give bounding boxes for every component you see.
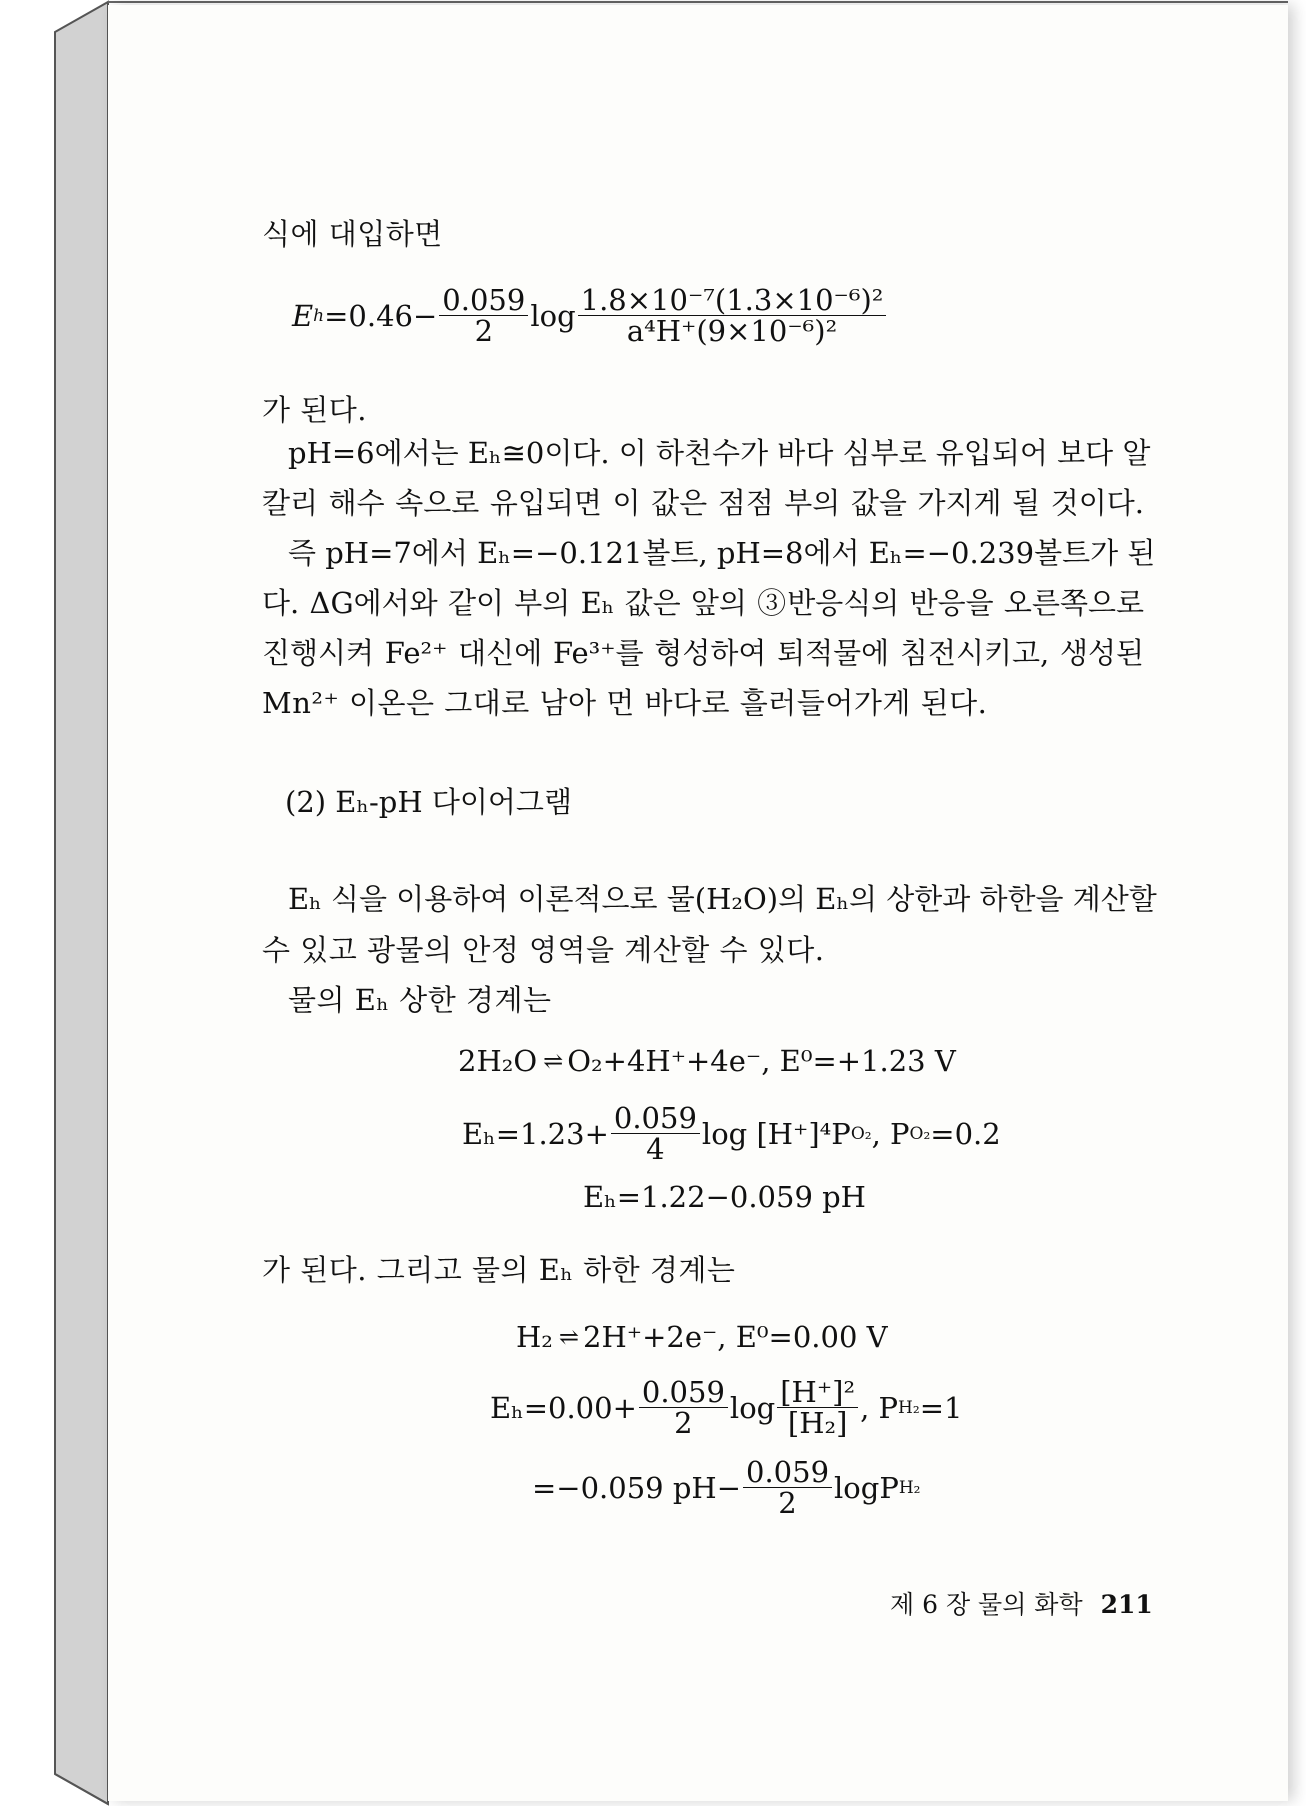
equation-2: [458, 1044, 956, 1078]
eq6-num: 0.059: [639, 1377, 728, 1408]
paragraph-7: 가 된다. 그리고 물의 Eₕ 하한 경계는: [262, 1253, 736, 1287]
eq6-b: , P: [860, 1390, 899, 1425]
equation-1: E h =0.46− $\frac{0.059}{2}$ log $\frac{\text{1.8×10⁻⁷(1.3×10⁻⁶)²}}{\text{a⁴H⁺(9×10⁻⁶)²}}$: [292, 285, 888, 346]
paragraph-4-line-2: 다. ΔG에서와 같이 부의 Eₕ 값은 앞의 ③반응식의 반응을 오른쪽으로: [262, 586, 1144, 620]
page-footer: [890, 1585, 1153, 1621]
eq3-num: 0.059: [611, 1103, 700, 1134]
eq1-fraction: [439, 285, 528, 346]
section-heading: (2) Eₕ-pH 다이어그램: [285, 785, 572, 819]
eq1-log: log: [530, 298, 576, 333]
eq7-fraction: [743, 1457, 832, 1518]
equilibrium-arrows-icon: ⇌: [543, 1047, 562, 1075]
eq2-left: 2H₂O: [458, 1044, 538, 1078]
eq2-right: O₂+4H⁺+4e⁻, E⁰=+1.23 V: [567, 1044, 956, 1078]
paragraph-3-line-2: 칼리 해수 속으로 유입되면 이 값은 점점 부의 값을 가지게 될 것이다.: [262, 486, 1144, 520]
paragraph-4-line-3: 진행시켜 Fe²⁺ 대신에 Fe³⁺를 형성하여 퇴적물에 침전시키고, 생성된: [262, 636, 1145, 670]
paragraph-5-line-2: 수 있고 광물의 안정 영역을 계산할 수 있다.: [262, 933, 825, 967]
paragraph-4-line-1: 즉 pH=7에서 Eₕ=−0.121볼트, pH=8에서 Eₕ=−0.239볼트가 된: [288, 536, 1156, 570]
eq1-num: 0.059: [439, 285, 528, 316]
equation-7: =−0.059 pH− $\frac{0.059}{2}$ logP H₂: [532, 1455, 921, 1520]
paragraph-2: 가 된다.: [262, 393, 367, 427]
paragraph-3-line-1: pH=6에서는 Eₕ≅0이다. 이 하천수가 바다 심부로 유입되어 보다 알: [288, 436, 1151, 470]
eq3-b: log [H⁺]⁴P: [701, 1116, 851, 1151]
equation-6: Eₕ=0.00+ $\frac{0.059}{2}$ log $\frac{\text{[H⁺]²}}{\text{[H₂]}}$ , P H₂ =1: [490, 1375, 963, 1440]
eq1-a: =0.46−: [324, 298, 438, 333]
eq6-a: Eₕ=0.00+: [490, 1390, 637, 1425]
eq1-big-den: a⁴H⁺(9×10⁻⁶)²: [626, 314, 838, 348]
eq7-b: logP: [834, 1470, 899, 1505]
eq6-num2: [H⁺]²: [777, 1377, 858, 1408]
paragraph-5-line-1: Eₕ 식을 이용하여 이론적으로 물(H₂O)의 Eₕ의 상한과 하한을 계산할: [288, 882, 1157, 916]
eq5-right: 2H⁺+2e⁻, E⁰=0.00 V: [583, 1320, 888, 1354]
equation-3: Eₕ=1.23+ $\frac{0.059}{4}$ log [H⁺]⁴P O₂ , P O₂ =0.2: [462, 1101, 1001, 1166]
eq5-left: H₂: [516, 1320, 553, 1354]
eq7-num: 0.059: [743, 1457, 832, 1488]
eq1-den: 2: [474, 314, 494, 348]
eq3-d: , P: [871, 1116, 910, 1151]
eq6-d: =1: [919, 1390, 963, 1425]
eq6-den2: [H₂]: [787, 1406, 848, 1440]
paragraph-6: 물의 Eₕ 상한 경계는: [288, 983, 552, 1017]
eq6-log: log: [729, 1390, 776, 1425]
paragraph-intro: 식에 대입하면: [262, 217, 443, 251]
footer-chapter: 제 6 장 물의 화학: [890, 1590, 1083, 1619]
eq3-den: 4: [646, 1132, 665, 1166]
eq6-fraction-2: [777, 1377, 858, 1438]
equilibrium-arrows-icon-2: ⇌: [558, 1323, 578, 1351]
page-number: 211: [1100, 1590, 1153, 1619]
eq1-lhs: E: [292, 298, 314, 333]
eq6-den: 2: [674, 1406, 693, 1440]
paragraph-4-line-4: Mn²⁺ 이온은 그대로 남아 먼 바다로 흘러들어가게 된다.: [262, 686, 988, 720]
eq3-f: =0.2: [930, 1116, 1001, 1151]
eq3-fraction: [611, 1103, 700, 1164]
equation-4: Eₕ=1.22−0.059 pH: [583, 1180, 866, 1214]
eq7-a: =−0.059 pH−: [532, 1470, 741, 1505]
eq1-big-fraction: [578, 285, 887, 346]
eq7-den: 2: [778, 1486, 797, 1520]
eq1-big-num: 1.8×10⁻⁷(1.3×10⁻⁶)²: [578, 285, 887, 316]
eq3-a: Eₕ=1.23+: [462, 1116, 609, 1151]
equation-5: [516, 1320, 888, 1354]
eq6-fraction: [639, 1377, 728, 1438]
